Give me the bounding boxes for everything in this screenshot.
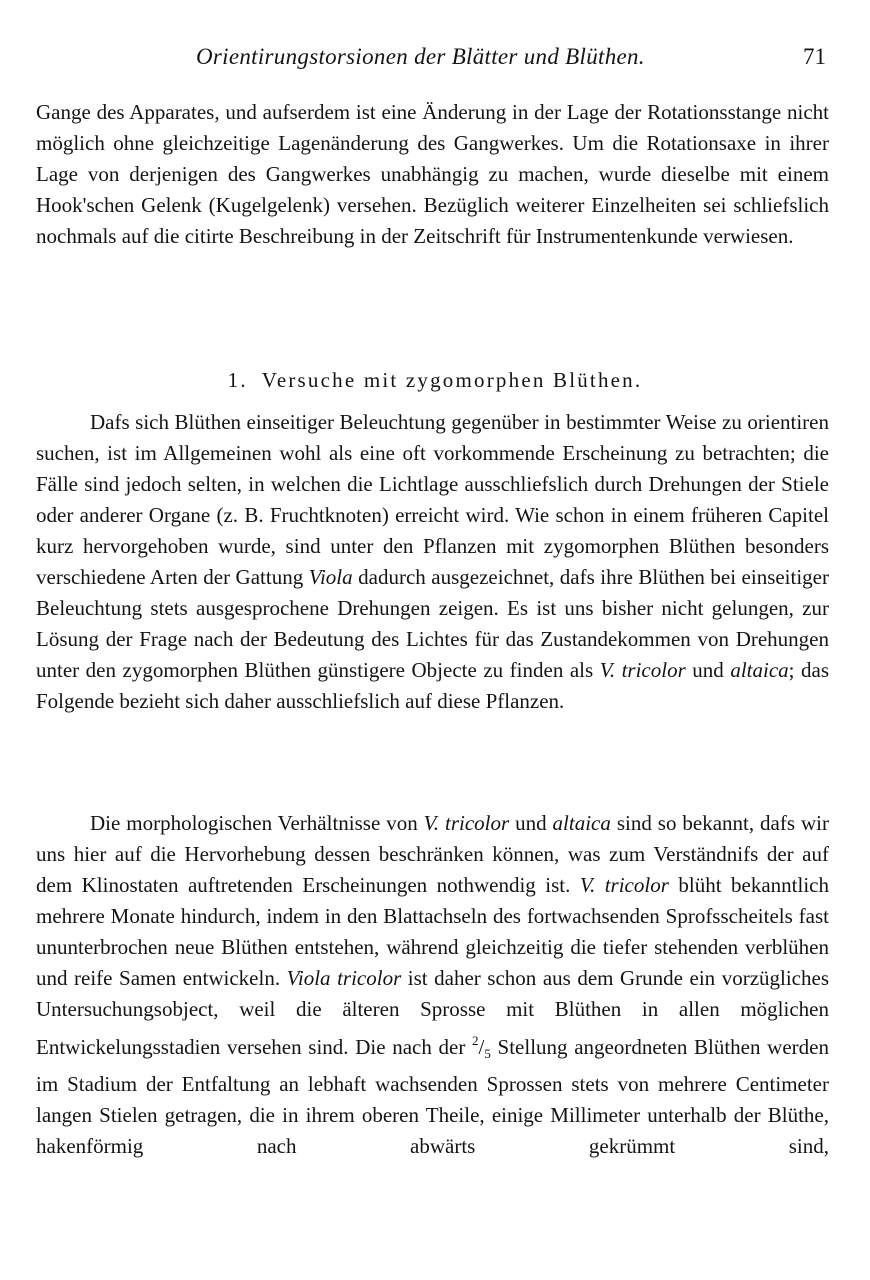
text-run: Die morphologischen Verhältnisse von <box>90 811 424 835</box>
page-number: 71 <box>803 44 826 69</box>
intro-text: Gange des Apparates, und aufserdem ist eine Änderung in der Lage der Rotationsstange nicht möglich ohne gleichzeitige Lagenänderung des Gangwerkes. Um die Rotationsaxe in ihrer Lage von derjenigen des Gangwerkes unabhängig zu machen, wurde dieselbe mit einem Hook'schen Gelenk (Kugelgelenk) versehen. Bezüglich weiterer Einzelheiten sei schliefslich nochmals auf die citirte Beschreibung in der Zeitschrift für Instrumentenkunde verwiesen. <box>36 100 829 248</box>
text-run: ist daher schon aus dem Grunde ein vorzügliches Untersuchungsobject, weil die älteren Sprosse mit Blüthen in allen möglichen Entwickelungsstadien versehen sind. Die nach der <box>36 966 830 1059</box>
italic-species-altaica: altaica <box>552 811 611 835</box>
paragraph-two <box>36 808 829 1162</box>
italic-species-tricolor: V. tricolor <box>579 873 669 897</box>
italic-species-altaica: altaica <box>730 658 789 682</box>
text-run: dadurch ausgezeichnet, dafs ihre Blüthen bei einseitiger Beleuchtung stets ausgesprochene Drehungen zeigen. Es ist uns bisher nicht gelungen, zur Lösung der Frage nach der Bedeutung des Lichtes für das Zustandekommen von Drehungen unter den zygomorphen Blüthen günstigere Objecte zu finden als <box>36 565 829 682</box>
text-run: und <box>509 811 553 835</box>
running-title: Orientirungstorsionen der Blätter und Blüthen. <box>196 44 645 69</box>
italic-genus-viola: Viola <box>308 565 353 589</box>
paragraph-one-text <box>36 407 829 717</box>
paragraph-one <box>36 407 829 717</box>
text-run: blüht bekanntlich mehrere Monate hindurch, indem in den Blattachseln des fortwachsenden Sprofsscheitels fast ununterbrochen neue Blüthen entstehen, während gleichzeitig die tiefer stehenden verblühen und reife Samen entwickeln. <box>36 873 829 990</box>
italic-species-tricolor: V. tricolor <box>423 811 510 835</box>
intro-paragraph <box>36 97 829 252</box>
running-head <box>0 44 870 76</box>
section-title: Versuche mit zygomorphen Blüthen. <box>261 368 643 392</box>
text-run: sind so bekannt, dafs wir uns hier auf die Hervorhebung dessen beschränken können, was zum Verständnifs der auf dem Klinostaten auftretenden Erscheinungen nothwendig ist. <box>36 811 829 897</box>
section-heading <box>0 368 870 393</box>
fraction-denominator: 5 <box>484 1046 491 1061</box>
text-run: Dafs sich Blüthen einseitiger Beleuchtung gegenüber in bestimmter Weise zu orientiren suchen, ist im Allgemeinen wohl als eine oft vorkommende Erscheinung zu betrachten; die Fälle sind jedoch selten, in welchen die Lichtlage ausschliefslich durch Drehungen der Stiele oder anderer Organe (z. B. Fruchtknoten) erreicht wird. Wie schon in einem früheren Capitel kurz hervorgehoben wurde, sind unter den Pflanzen mit zygomorphen Blüthen besonders verschiedene Arten der Gattung <box>36 410 829 589</box>
text-run: und <box>685 658 731 682</box>
italic-species-tricolor: V. tricolor <box>599 658 686 682</box>
paragraph-two-text: Die morphologischen Verhältnisse von V. tricolor und altaica sind so bekannt, dafs wir uns hier auf die Hervorhebung dessen beschränken können, was zum Verständnifs der auf dem Klinostaten auftretenden Erscheinungen nothwendig ist. V. tricolor blüht bekanntlich mehrere Monate hindurch, indem in den Blattachseln des fortwachsenden Sprofsscheitels fast ununterbrochen neue Blüthen entstehen, während gleichzeitig die tiefer stehenden verblühen und reife Samen entwickeln. Viola tricolor ist daher schon aus dem Grunde ein vorzügliches Untersuchungsobject, weil die älteren Sprosse mit Blüthen in allen möglichen Entwickelungsstadien versehen sind. Die nach der $^2/_5$ Stellung angeordneten Blüthen werden im Stadium der Entfaltung an lebhaft wachsenden Sprossen stets von mehrere Centimeter langen Stielen getragen, die in ihrem oberen Theile, einige Millimeter unterhalb der Blüthe, hakenförmig nach abwärts gekrümmt sind, <box>36 811 830 1158</box>
section-number: 1. <box>227 368 248 392</box>
fraction-numerator: 2 <box>472 1033 479 1048</box>
text-run: Stellung angeordneten Blüthen werden im Stadium der Entfaltung an lebhaft wachsenden Sprossen stets von mehrere Centimeter langen Stielen getragen, die in ihrem oberen Theile, einige Millimeter unterhalb der Blüthe, hakenförmig nach abwärts gekrümmt sind, <box>36 1035 829 1158</box>
italic-species-viola-tricolor: Viola tricolor <box>286 966 402 990</box>
text-run: ; das Folgende bezieht sich daher ausschliefslich auf diese Pflanzen. <box>36 658 829 713</box>
